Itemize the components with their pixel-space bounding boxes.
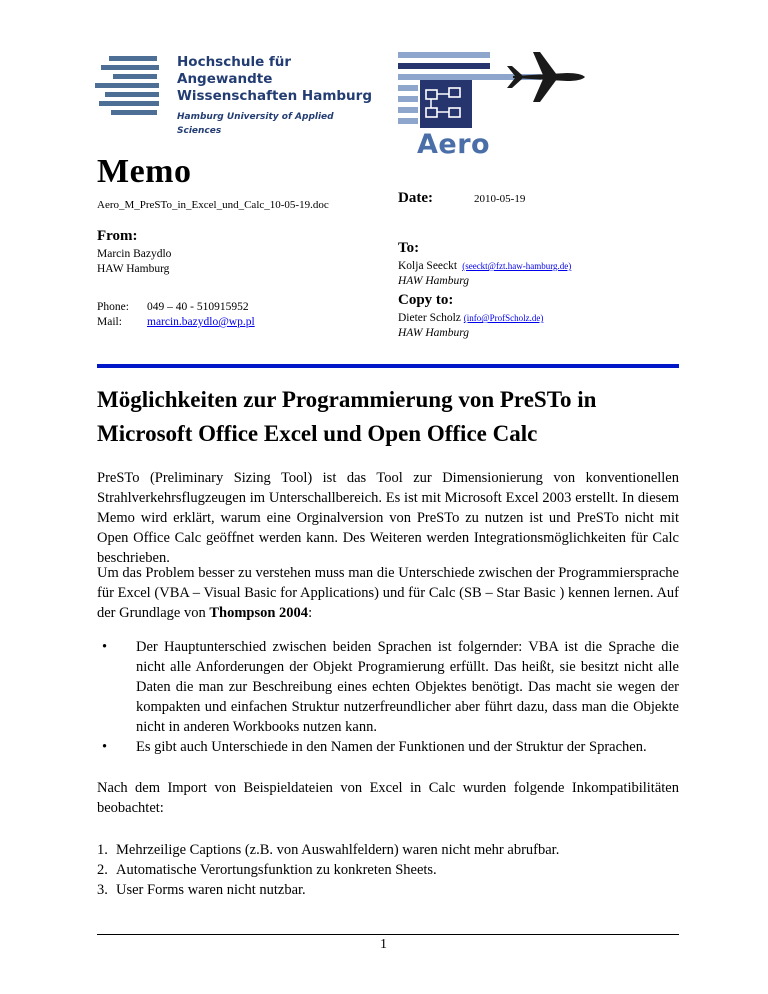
haw-logo <box>95 50 375 136</box>
to-name: Kolja Seeckt <box>398 260 458 272</box>
mail-label: Mail: <box>97 316 122 328</box>
paragraph-observations: Nach dem Import von Beispieldateien von Excel in Calc wurden folgende Inkompatibilitäten beobachtet: <box>97 780 679 816</box>
list-number: 1. <box>97 842 108 858</box>
copy-name: Dieter Scholz <box>398 312 461 324</box>
list-item <box>97 737 679 757</box>
date-value: 2010-05-19 <box>474 193 526 205</box>
from-block <box>97 247 171 277</box>
header-divider <box>97 364 679 368</box>
haw-logo-line3: Hamburg University of Applied Sciences <box>177 112 334 136</box>
copy-org: HAW Hamburg <box>398 327 470 339</box>
date-label: Date: <box>398 190 433 206</box>
list-text: Mehrzeilige Captions (z.B. von Auswahlfeldern) waren nicht mehr abrufbar. <box>116 842 560 858</box>
memo-heading <box>97 383 697 451</box>
paragraph-problem <box>97 563 679 623</box>
to-org: HAW Hamburg <box>398 275 470 287</box>
list-item <box>97 880 679 900</box>
mail-link[interactable]: marcin.bazydlo@wp.pl <box>147 316 255 328</box>
bullet-icon: • <box>102 639 108 655</box>
aero-logo-graphic <box>395 38 595 130</box>
haw-logo-line1: Hochschule für Angewandte <box>177 54 292 87</box>
bullet-list <box>97 637 679 757</box>
bullet-text: Es gibt auch Unterschiede in den Namen der Funktionen und der Struktur der Sprachen. <box>136 739 647 755</box>
to-label: To: <box>398 240 420 256</box>
numbered-list <box>97 840 679 900</box>
reference-thompson: Thompson 2004 <box>209 605 309 621</box>
bullet-icon: • <box>102 739 108 755</box>
list-item <box>97 840 679 860</box>
phone-label: Phone: <box>97 301 129 313</box>
memo-heading-line1: Möglichkeiten zur Programmierung von PreSTo in <box>97 387 597 412</box>
bullet-text: Der Hauptunterschied zwischen beiden Sprachen ist folgernder: VBA ist die Sprache die nicht alle Anforderungen der Objekt Programierung erfüllt. Das heißt, sie besitzt nicht alle Daten die man zur Beschreibung eines echten Objektes benötigt. Das macht sie wegen der kompakten und einfachen Struktur nutzerfreundlicher aber führt dazu, dass man die Objekte nicht in anderen Workbooks nutzen kann. <box>136 639 679 735</box>
footer-divider <box>97 934 679 935</box>
memo-heading-line2: Microsoft Office Excel und Open Office Calc <box>97 421 538 446</box>
airplane-icon <box>507 52 585 102</box>
to-email-link[interactable]: (seeckt@fzt.haw-hamburg.de) <box>462 261 572 271</box>
list-number: 2. <box>97 862 108 878</box>
list-text: User Forms waren nicht nutzbar. <box>116 882 306 898</box>
list-item <box>97 637 679 737</box>
contact-block <box>97 300 255 330</box>
aero-logo <box>395 38 595 163</box>
to-block <box>398 259 571 289</box>
list-item <box>97 860 679 880</box>
from-label: From: <box>97 228 138 244</box>
memo-filename: Aero_M_PreSTo_in_Excel_und_Calc_10-05-19.doc <box>97 199 329 211</box>
from-org: HAW Hamburg <box>97 263 170 275</box>
memo-title: Memo <box>97 153 192 190</box>
haw-logo-line2: Wissenschaften Hamburg <box>177 88 372 104</box>
aero-logo-word: Aero <box>417 129 491 160</box>
copy-email-link[interactable]: (info@ProfScholz.de) <box>463 313 544 323</box>
copy-label: Copy to: <box>398 292 454 308</box>
page-number: 1 <box>380 937 387 952</box>
paragraph-problem-text: Um das Problem besser zu verstehen muss man die Unterschiede zwischen der Programmiersprache für Excel (VBA – Visual Basic for Applications) und für Calc (SB – Star Basic ) kennen lernen. Auf der Grundlage von <box>97 565 679 621</box>
list-number: 3. <box>97 882 108 898</box>
from-name: Marcin Bazydlo <box>97 248 172 260</box>
phone-value: 049 – 40 - 510915952 <box>147 301 249 313</box>
paragraph-intro: PreSTo (Preliminary Sizing Tool) ist das Tool zur Dimensionierung von konventionellen Strahlverkehrsflugzeugen im Unterschallbereich. Es ist mit Microsoft Excel 2003 erstellt. In diesem Memo wird erklärt, warum eine Orginalversion von PreSTo zu nutzen ist und PreSTo nicht mit Open Office Calc geöffnet werden kann. Des Weiteren werden Integrationsmöglichkeiten für Calc beschrieben. <box>97 470 679 566</box>
list-text: Automatische Verortungsfunktion zu konkreten Sheets. <box>116 862 437 878</box>
copy-block <box>398 311 543 341</box>
paragraph-problem-end: : <box>308 605 313 621</box>
